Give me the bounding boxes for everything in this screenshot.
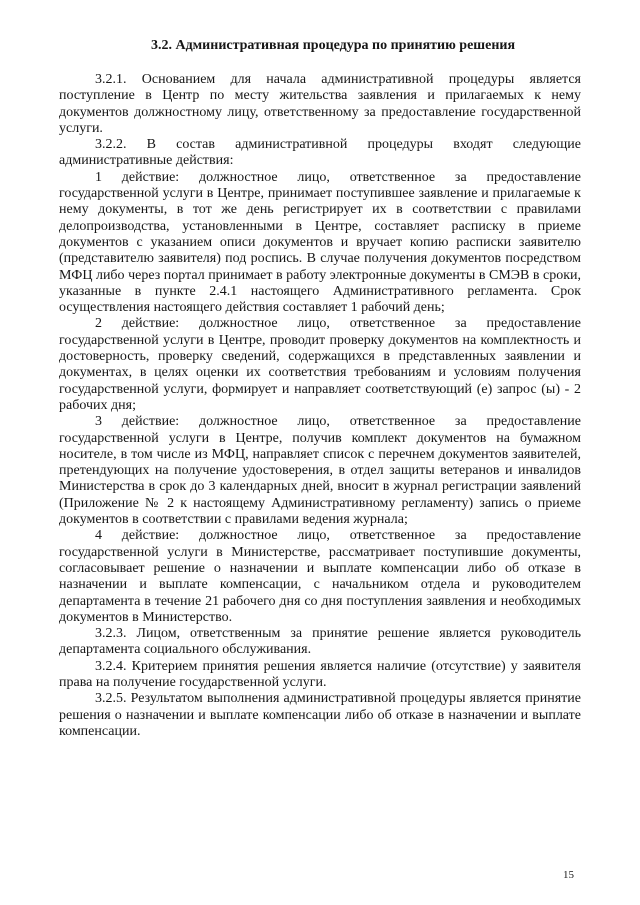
paragraph-action-2: 2 действие: должностное лицо, ответственное за предоставление государственной услуги в Центре, проводит проверку документов на комплектность и достоверность, проверку сведений, содержащихся в представленных заявлении и документах, в целях оценки их соответствия требованиям и условиям получения государственной услуги, формирует и направляет соответствующий (е) запрос (ы) - 2 рабочих дня; (59, 316, 581, 413)
paragraph-3-2-4: 3.2.4. Критерием принятия решения является наличие (отсутствие) у заявителя права на получение государственной услуги. (59, 658, 581, 690)
section-body (59, 72, 581, 740)
paragraph-3-2-3: 3.2.3. Лицом, ответственным за принятие решение является руководитель департамента социального обслуживания. (59, 626, 581, 658)
paragraph-3-2-1: 3.2.1. Основанием для начала административной процедуры является поступление в Центр по месту жительства заявления и прилагаемых к нему документов должностному лицу, ответственному за предоставление государственной услуги. (59, 72, 581, 136)
page-number: 15 (563, 869, 574, 881)
paragraph-3-2-5: 3.2.5. Результатом выполнения административной процедуры является принятие решения о назначении и выплате компенсации либо об отказе в назначении и выплате компенсации. (59, 691, 581, 739)
paragraph-action-4: 4 действие: должностное лицо, ответственное за предоставление государственной услуги в Министерстве, рассматривает поступившие документы, согласовывает решение о назначении и выплате компенсации либо об отказе в назначении и выплате компенсации, с начальником отдела и руководителем департамента в течение 21 рабочего дня со дня поступления заявления и необходимых документов в Министерство. (59, 528, 581, 625)
paragraph-3-2-2: 3.2.2. В состав административной процедуры входят следующие административные действия: (59, 137, 581, 169)
paragraph-action-1: 1 действие: должностное лицо, ответственное за предоставление государственной услуги в Центре, принимает поступившее заявление и прилагаемые к нему документы, в тот же день регистрирует их в соответствии с правилами делопроизводства, установленными в Центре, составляет расписку в приеме документов с указанием описи документов и вручает копию расписки заявителю (представителю заявителя) под роспись. В случае получения документов посредством МФЦ либо через портал принимает в работу электронные документы в СМЭВ в сроки, указанные в пункте 2.4.1 настоящего Административного регламента. Срок осуществления настоящего действия составляет 1 рабочий день; (59, 169, 581, 316)
section-heading: 3.2. Административная процедура по принятию решения (150, 38, 516, 53)
paragraph-action-3: 3 действие: должностное лицо, ответственное за предоставление государственной услуги в Центре, получив комплект документов на бумажном носителе, в том числе из МФЦ, направляет список с перечнем документов заявителей, претендующих на получение удостоверения, в отдел защиты ветеранов и инвалидов Министерства в срок до 3 календарных дней, вносит в журнал регистрации заявлений (Приложение № 2 к настоящему Административному регламенту) запись о приеме документов в соответствии с правилами ведения журнала; (59, 414, 581, 528)
